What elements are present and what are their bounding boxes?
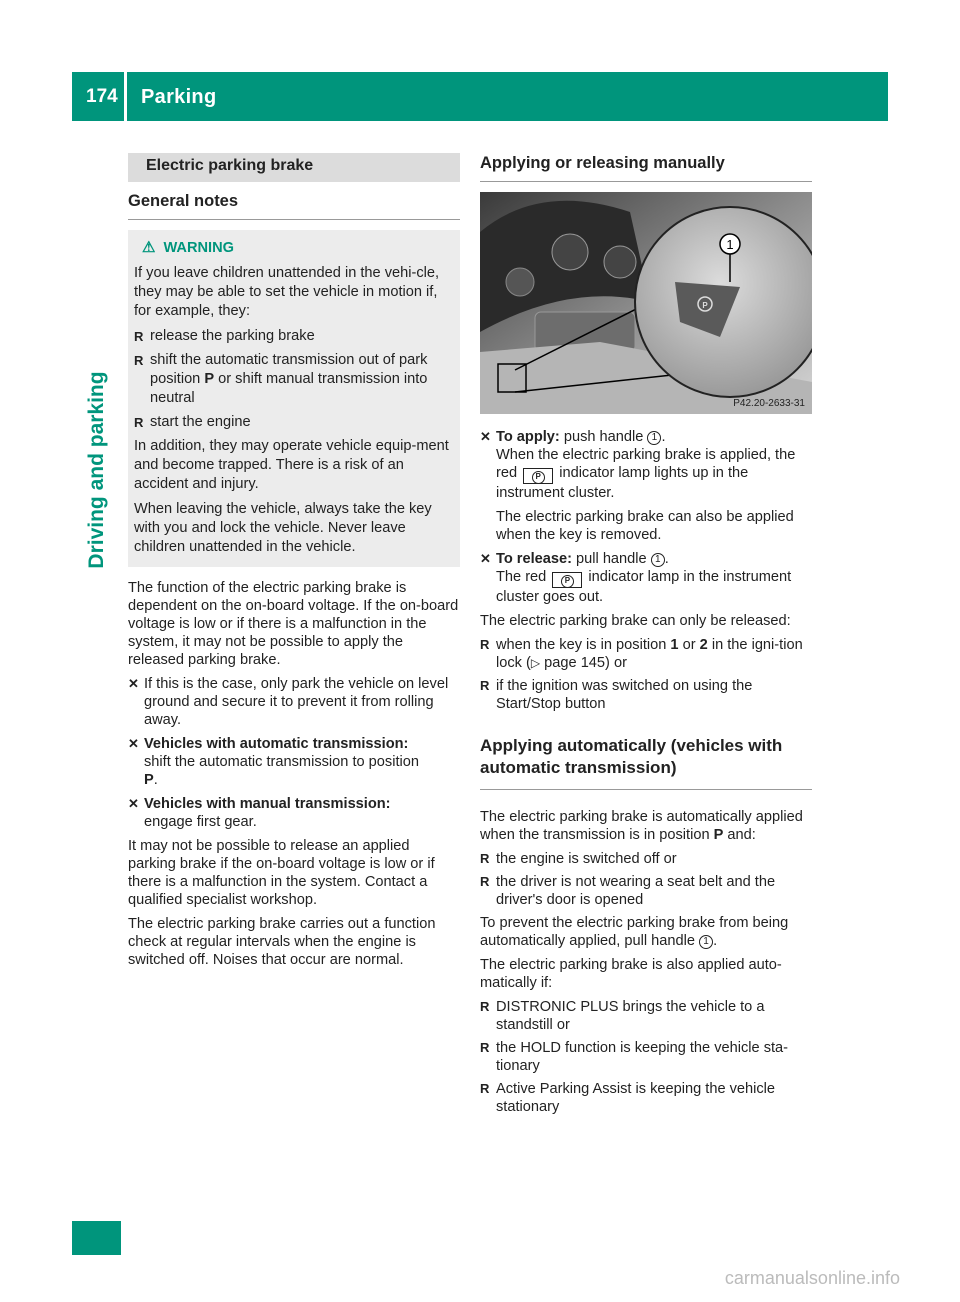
chapter-marker bbox=[72, 1221, 121, 1255]
body-paragraph: The electric parking brake is automatically applied when the transmission is in position P and: bbox=[480, 809, 803, 843]
instruction-step: ✕ Vehicles with manual transmission: engage first gear. bbox=[128, 796, 391, 830]
subheading-general-notes: General notes bbox=[128, 192, 460, 220]
body-paragraph: The electric parking brake is also applied auto-matically if: bbox=[480, 957, 782, 991]
warning-list bbox=[134, 327, 452, 432]
page-title: Parking bbox=[141, 86, 217, 108]
list-item: R shift the automatic transmission out of park position P or shift manual transmission into neutral bbox=[134, 351, 452, 408]
step-arrow-icon: ✕ bbox=[480, 551, 491, 566]
body-paragraph: The electric parking brake can also be applied when the key is removed. bbox=[496, 509, 794, 543]
list-item: R when the key is in position 1 or 2 in the igni-tion lock (▷ page 145) or bbox=[480, 636, 812, 672]
instruction-step: ✕ To apply: push handle 1 . When the electric parking brake is applied, the red P indicator lamp lights up in the instrument cluster. The electric parking brake can also be applied when the key is removed. bbox=[480, 428, 812, 544]
list-item: R start the engine bbox=[134, 413, 452, 432]
auto-apply-list bbox=[480, 850, 812, 909]
right-column bbox=[480, 153, 812, 1121]
warning-paragraph: In addition, they may operate vehicle equip-ment and become trapped. There is a risk of an accident and injury. bbox=[134, 438, 449, 492]
list-item: R the driver is not wearing a seat belt and the driver's door is opened bbox=[480, 873, 812, 909]
instruction-step: ✕ Vehicles with automatic transmission: shift the automatic transmission to position P. bbox=[128, 736, 419, 788]
list-item: R the engine is switched off or bbox=[480, 850, 812, 868]
dashboard-illustration bbox=[480, 192, 812, 414]
callout-1-icon: 1 bbox=[651, 553, 665, 567]
step-arrow-icon: ✕ bbox=[128, 676, 139, 691]
header-divider bbox=[124, 72, 127, 121]
chapter-side-label: Driving and parking bbox=[84, 371, 108, 569]
page-ref-arrow-icon: ▷ bbox=[530, 656, 541, 670]
list-item: R DISTRONIC PLUS brings the vehicle to a standstill or bbox=[480, 998, 812, 1034]
warning-intro: If you leave children unattended in the vehi-cle, they may be able to set the vehicle in motion if, for example, they: bbox=[134, 265, 440, 319]
warning-title: WARNING bbox=[163, 240, 234, 256]
section-title: Electric parking brake bbox=[128, 153, 460, 182]
heading-manual: Applying or releasing manually bbox=[480, 154, 812, 182]
body-paragraph: To prevent the electric parking brake from being automatically applied, pull handle 1 . bbox=[480, 915, 789, 949]
list-item: R release the parking brake bbox=[134, 327, 452, 346]
parking-brake-indicator-icon: P bbox=[552, 572, 582, 588]
parking-brake-photo bbox=[480, 192, 812, 414]
page-reference-link[interactable]: page 145 bbox=[544, 655, 606, 671]
body-paragraph: The function of the electric parking brake is dependent on the on-board voltage. If the on-board voltage is low or if there is a malfunction in the system, it may not be possible to apply the released parking brake. bbox=[128, 580, 459, 668]
svg-text:P: P bbox=[702, 301, 708, 310]
release-conditions-list bbox=[480, 636, 812, 713]
callout-1-icon: 1 bbox=[647, 431, 661, 445]
photo-callout: 1 bbox=[726, 237, 734, 252]
warning-paragraph: When leaving the vehicle, always take the key with you and lock the vehicle. Never leave children unattended in the vehicle. bbox=[134, 501, 432, 555]
left-column bbox=[128, 153, 460, 975]
instruction-step: ✕ If this is the case, only park the vehicle on level ground and secure it to prevent it from rolling away. bbox=[128, 676, 449, 728]
heading-automatic: Applying automatically (vehicles with automatic transmission) bbox=[480, 735, 812, 790]
body-paragraph: The electric parking brake carries out a function check at regular intervals when the engine is switched off. Noises that occur are normal. bbox=[128, 916, 436, 968]
list-item: R the HOLD function is keeping the vehicle sta-tionary bbox=[480, 1039, 812, 1075]
callout-1-icon: 1 bbox=[699, 935, 713, 949]
auto-conditions-list bbox=[480, 998, 812, 1116]
warning-box bbox=[128, 230, 460, 567]
step-arrow-icon: ✕ bbox=[128, 736, 139, 751]
list-item: R if the ignition was switched on using the Start/Stop button bbox=[480, 677, 812, 713]
step-arrow-icon: ✕ bbox=[128, 796, 139, 811]
instruction-step: ✕ To release: pull handle 1 . The red P indicator lamp in the instrument cluster goes out. bbox=[480, 551, 792, 605]
list-item: R Active Parking Assist is keeping the vehicle stationary bbox=[480, 1080, 812, 1116]
watermark: carmanualsonline.info bbox=[724, 1268, 900, 1288]
warning-header bbox=[134, 238, 452, 258]
body-paragraph: The electric parking brake can only be released: bbox=[480, 613, 791, 629]
page-number: 174 bbox=[86, 86, 118, 107]
step-arrow-icon: ✕ bbox=[480, 429, 491, 444]
photo-code: P42.20-2633-31 bbox=[733, 398, 805, 409]
body-paragraph: It may not be possible to release an applied parking brake if the on-board voltage is low or if there is a malfunction in the system. Contact a qualified specialist workshop. bbox=[128, 838, 435, 908]
warning-triangle-icon: ⚠ bbox=[142, 239, 156, 256]
parking-brake-indicator-icon: P bbox=[523, 468, 553, 484]
